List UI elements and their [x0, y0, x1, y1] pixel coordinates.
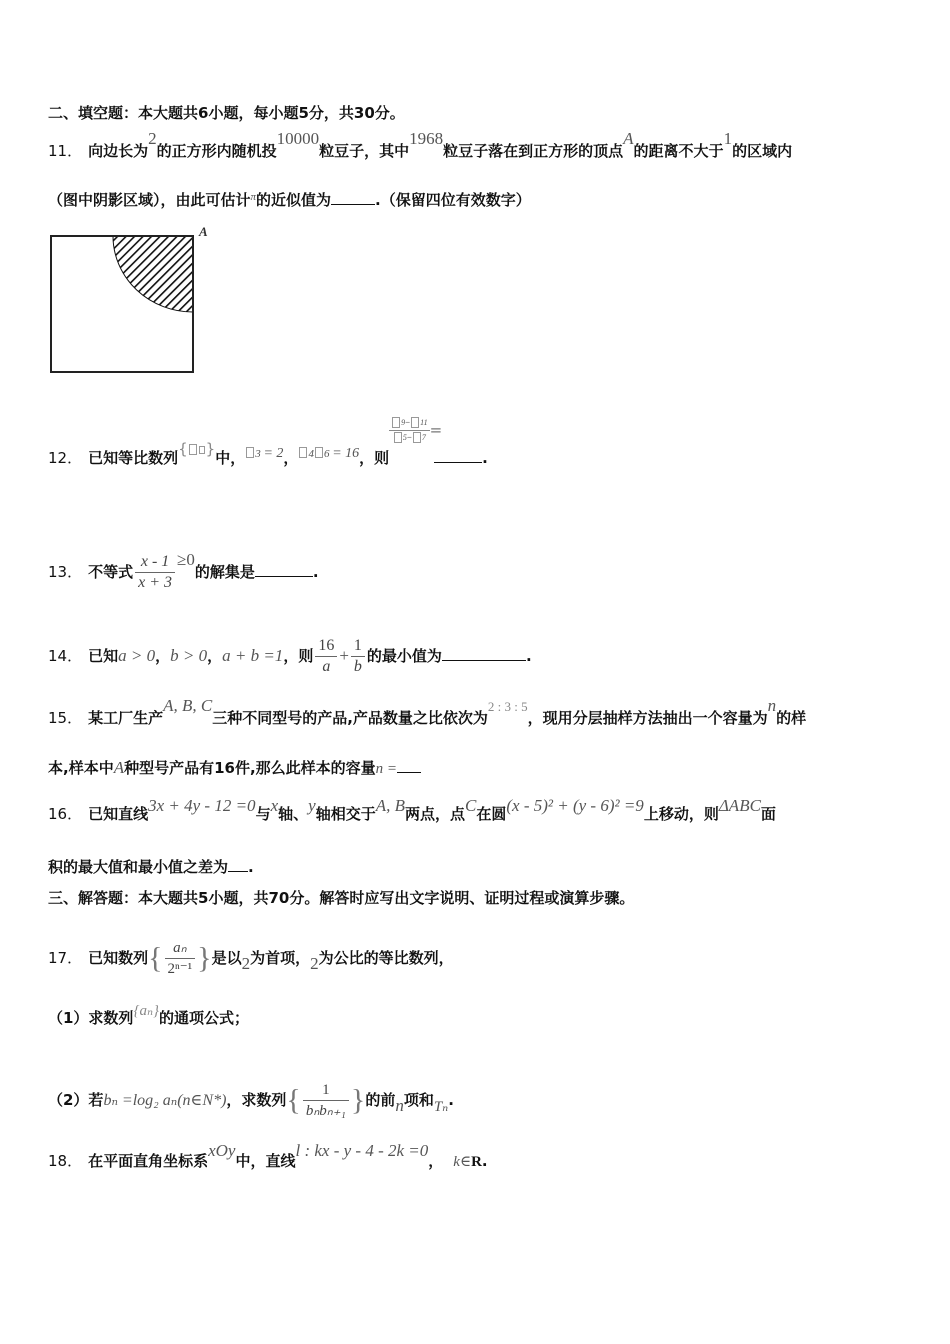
- glyph-box: [199, 446, 205, 454]
- text: 与: [255, 805, 271, 823]
- question-number: 16．: [48, 805, 83, 823]
- section-2-heading-text: 二、填空题：本大题共6小题，每小题5分，共30分。: [48, 104, 405, 122]
- figure-vertex-label: A: [199, 224, 208, 239]
- fraction-denominator: 2ⁿ⁻¹: [167, 961, 193, 977]
- text: 的前: [365, 1091, 396, 1109]
- text: .: [248, 858, 254, 876]
- text: （2）若: [48, 1091, 104, 1109]
- math-abc: A, B, C: [163, 696, 213, 715]
- math-n: n: [395, 1096, 404, 1115]
- fraction-numerator: x - 1: [135, 552, 175, 573]
- text: 向边长为: [88, 142, 149, 160]
- text: 粒豆子，其中: [319, 142, 410, 160]
- answer-blank[interactable]: [228, 857, 248, 872]
- text: （图中阴影区域），由此可估计: [48, 191, 251, 209]
- question-17: [48, 938, 454, 979]
- math-line: l : kx - y - 4 - 2k =0: [295, 1141, 429, 1160]
- text: .: [312, 563, 319, 581]
- fraction-denominator: a: [322, 658, 331, 675]
- question-number: 13．: [48, 563, 83, 581]
- text: 三种不同型号的产品,产品数量之比依次为: [212, 709, 488, 727]
- math-minus: –: [406, 432, 412, 443]
- fraction: [165, 938, 196, 979]
- math-radius: 1: [723, 129, 733, 148]
- fraction-numerator: 1: [303, 1080, 349, 1101]
- left-brace: {: [286, 1083, 301, 1117]
- text: 轴相交于: [315, 805, 376, 823]
- text: ，则: [359, 449, 390, 467]
- right-brace: }: [197, 941, 212, 975]
- text: （1）求数列: [48, 1009, 134, 1027]
- question-number: 15．: [48, 709, 83, 727]
- text: ，: [283, 449, 299, 467]
- math-R: R: [471, 1154, 482, 1170]
- text: ，: [207, 647, 223, 665]
- shaded-region: [113, 236, 193, 312]
- math-plus: +: [339, 646, 349, 665]
- math-n-equals: n =: [375, 761, 398, 777]
- math-x: x: [270, 796, 279, 815]
- question-14: [48, 636, 532, 677]
- text: 是以: [211, 949, 242, 967]
- math-a-n: aₙ: [139, 1003, 154, 1019]
- text: 为公比的等比数列，: [318, 949, 454, 967]
- question-16: [48, 796, 776, 824]
- question-15: [48, 696, 807, 729]
- math-n: n: [767, 696, 777, 715]
- math-cond-1: = 2: [263, 446, 284, 461]
- text: 项和: [403, 1091, 434, 1109]
- right-brace: }: [350, 1083, 366, 1117]
- text: 中，: [215, 449, 246, 467]
- math-equals: =: [429, 421, 443, 439]
- text: 在圆: [476, 805, 507, 823]
- fraction-2: [351, 636, 365, 677]
- question-number: 18．: [48, 1152, 83, 1170]
- question-number: 17．: [48, 949, 83, 967]
- math-line: 3x + 4y - 12 =0: [148, 796, 256, 815]
- text: 粒豆子落在到正方形的顶点: [443, 142, 624, 160]
- math-y: y: [308, 796, 316, 815]
- math-cond-2: b > 0: [170, 646, 208, 665]
- text: 的通项公式；: [159, 1009, 250, 1027]
- math-triangle: ΔABC: [718, 796, 761, 815]
- text: .: [448, 1091, 454, 1109]
- question-number: 14．: [48, 647, 83, 665]
- answer-blank[interactable]: [442, 646, 526, 661]
- math-total: 10000: [276, 129, 320, 148]
- math-T-n: Tₙ: [433, 1099, 449, 1115]
- math-ratio: 2: [310, 954, 319, 973]
- answer-blank[interactable]: [331, 190, 375, 205]
- text: 轴、: [278, 805, 309, 823]
- text: .: [525, 647, 532, 665]
- question-number: 12．: [48, 449, 83, 467]
- text: .（保留四位有效数字）: [375, 191, 531, 209]
- math-k: k∈: [453, 1154, 472, 1170]
- text: 的最小值为: [366, 647, 442, 665]
- ratio-expression: $\frac{9- 11}{5- 7}$: [389, 416, 429, 445]
- text: ，: [428, 1152, 444, 1170]
- square-figure: [46, 222, 216, 377]
- glyph-box: [189, 444, 197, 455]
- math-b-n-def: bₙ =log₂ aₙ: [103, 1092, 178, 1109]
- section-3-heading-text: 三、解答题：本大题共5小题，共70分。解答时应写出文字说明、证明过程或演算步骤。: [48, 889, 635, 907]
- question-13: [48, 552, 319, 593]
- text: 种型号产品有16件,那么此样本的容量: [124, 759, 376, 777]
- text: 的正方形内随机投: [156, 142, 277, 160]
- question-17-part-1: [48, 1003, 250, 1029]
- text: 已知直线: [88, 805, 149, 823]
- math-A: A: [113, 758, 125, 777]
- section-3-heading: [48, 888, 634, 908]
- text: 已知数列: [88, 949, 149, 967]
- text: ，求数列: [226, 1091, 287, 1109]
- text: 中，直线: [235, 1152, 296, 1170]
- math-cond-3: a + b =1: [222, 646, 284, 665]
- fraction: [135, 552, 175, 593]
- text: 积的最大值和最小值之差为: [48, 858, 229, 876]
- question-15-line-2: [48, 758, 421, 779]
- math-condition: (n∈N*): [177, 1092, 227, 1109]
- fraction-numerator: aₙ: [165, 938, 196, 959]
- text: 某工厂生产: [88, 709, 164, 727]
- text: 本,样本中: [48, 759, 114, 777]
- section-2-heading: [48, 103, 405, 123]
- math-minus: –: [405, 417, 411, 428]
- answer-blank[interactable]: [397, 758, 421, 773]
- question-12: [48, 417, 488, 473]
- fraction-numerator: 16: [315, 636, 337, 657]
- text: .: [482, 449, 488, 467]
- question-11-line-2: [48, 190, 531, 212]
- math-inequality: ≥0: [177, 550, 195, 569]
- text: 上移动，则: [643, 805, 719, 823]
- text: 的区域内: [732, 142, 793, 160]
- text: 已知等比数列: [88, 449, 179, 467]
- math-AB: A, B: [375, 796, 405, 815]
- math-vertex: A: [623, 129, 634, 148]
- text: 在平面直角坐标系: [88, 1152, 209, 1170]
- math-first-term: 2: [241, 954, 251, 973]
- question-11: [48, 129, 793, 161]
- math-side: 2: [148, 129, 157, 148]
- math-xoy: xOy: [208, 1141, 236, 1160]
- text: 的样: [776, 709, 807, 727]
- text: 两点，点: [404, 805, 465, 823]
- glyph-box: [315, 447, 323, 458]
- fraction-1: [315, 636, 337, 677]
- text: .: [481, 1152, 488, 1170]
- text: 已知: [88, 647, 119, 665]
- fraction-denominator: b: [353, 658, 362, 675]
- math-cond-2: = 16: [332, 446, 360, 461]
- math-circle: (x - 5)² + (y - 6)² =9: [506, 796, 644, 815]
- question-16-line-2: [48, 857, 254, 877]
- text: 的解集是: [194, 563, 255, 581]
- math-cond-1: a > 0: [118, 646, 156, 665]
- question-18: [48, 1141, 488, 1172]
- text: 不等式: [88, 563, 134, 581]
- fraction-denominator: x + 3: [138, 574, 173, 591]
- cond-2: 4 6 = 16: [298, 443, 359, 461]
- answer-blank[interactable]: [434, 448, 482, 463]
- square-quarter-circle-diagram: [46, 222, 216, 377]
- text: ，: [155, 647, 171, 665]
- glyph-box: [246, 447, 254, 458]
- question-17-part-2: [48, 1080, 454, 1121]
- glyph-box: [299, 447, 307, 458]
- text: 为首项，: [250, 949, 311, 967]
- text: ，现用分层抽样方法抽出一个容量为: [527, 709, 768, 727]
- fraction-denominator: bₙbₙ₊₁: [305, 1103, 346, 1119]
- seq-symbol: { }: [178, 440, 216, 458]
- fraction-numerator: 1: [351, 636, 365, 657]
- answer-blank[interactable]: [255, 562, 313, 577]
- math-pi: π: [250, 191, 257, 203]
- question-number: 11．: [48, 142, 83, 160]
- text: 的距离不大于: [633, 142, 724, 160]
- math-inside: 1968: [409, 129, 444, 148]
- cond-1: 3 = 2: [245, 443, 283, 461]
- math-ratio: 2 : 3 : 5: [487, 699, 528, 714]
- seq-a-n: {aₙ}: [133, 1003, 160, 1019]
- text: 的近似值为: [256, 191, 332, 209]
- text: ，则: [283, 647, 314, 665]
- left-brace: {: [148, 941, 163, 975]
- fraction: [303, 1080, 349, 1121]
- math-C: C: [465, 796, 477, 815]
- text: 面: [760, 805, 776, 823]
